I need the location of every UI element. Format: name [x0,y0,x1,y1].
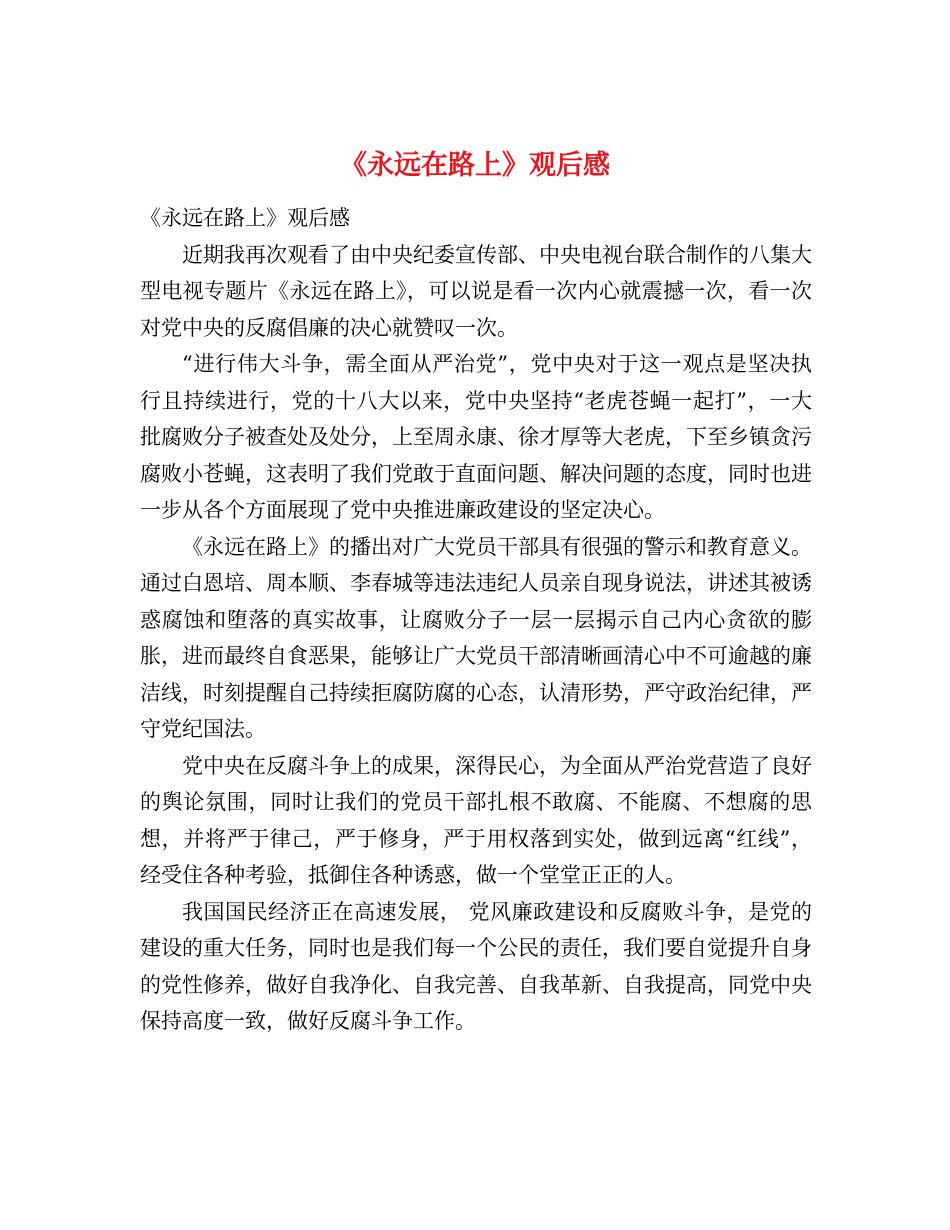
paragraph-2: “进行伟大斗争，需全面从严治党”，党中央对于这一观点是坚决执行且持续进行，党的十八大以来，党中央坚持“老虎苍蝇一起打”，一大批腐败分子被查处及处分，上至周永康、徐才厚等大老虎，下至乡镇贪污腐败小苍蝇，这表明了我们党敢于直面问题、解决问题的态度，同时也进一步从各个方面展现了党中央推进廉政建设的坚定决心。 [140,352,812,522]
paragraph-4: 党中央在反腐斗争上的成果，深得民心，为全面从严治党营造了良好的舆论氛围，同时让我们的党员干部扎根不敢腐、不能腐、不想腐的思想，并将严于律己，严于修身，严于用权落到实处，做到远离“红线”，经受住各种考验，抵御住各种诱惑，做一个堂堂正正的人。 [140,753,812,887]
document-subtitle: 《永远在路上》观后感 [140,206,350,230]
paragraph-3: 《永远在路上》的播出对广大党员干部具有很强的警示和教育意义。通过白恩培、周本顺、李春城等违法违纪人员亲自现身说法，讲述其被诱惑腐蚀和堕落的真实故事，让腐败分子一层一层揭示自己内心贪欲的膨胀，进而最终自食恶果，能够让广大党员干部清晰画清心中不可逾越的廉洁线，时刻提醒自己持续拒腐防腐的心态，认清形势，严守政治纪律，严守党纪国法。 [140,534,812,741]
document-body [140,200,812,1040]
paragraph-1: 近期我再次观看了由中央纪委宣传部、中央电视台联合制作的八集大型电视专题片《永远在路上》，可以说是看一次内心就震撼一次，看一次对党中央的反腐倡廉的决心就赞叹一次。 [140,242,812,340]
document-title: 《永远在路上》观后感 [340,150,610,182]
paragraph-5: 我国国民经济正在高速发展， 党风廉政建设和反腐败斗争，是党的建设的重大任务，同时也是我们每一个公民的责任，我们要自觉提升自身的党性修养，做好自我净化、自我完善、自我革新、自我提高，同党中央保持高度一致，做好反腐斗争工作。 [140,899,812,1033]
